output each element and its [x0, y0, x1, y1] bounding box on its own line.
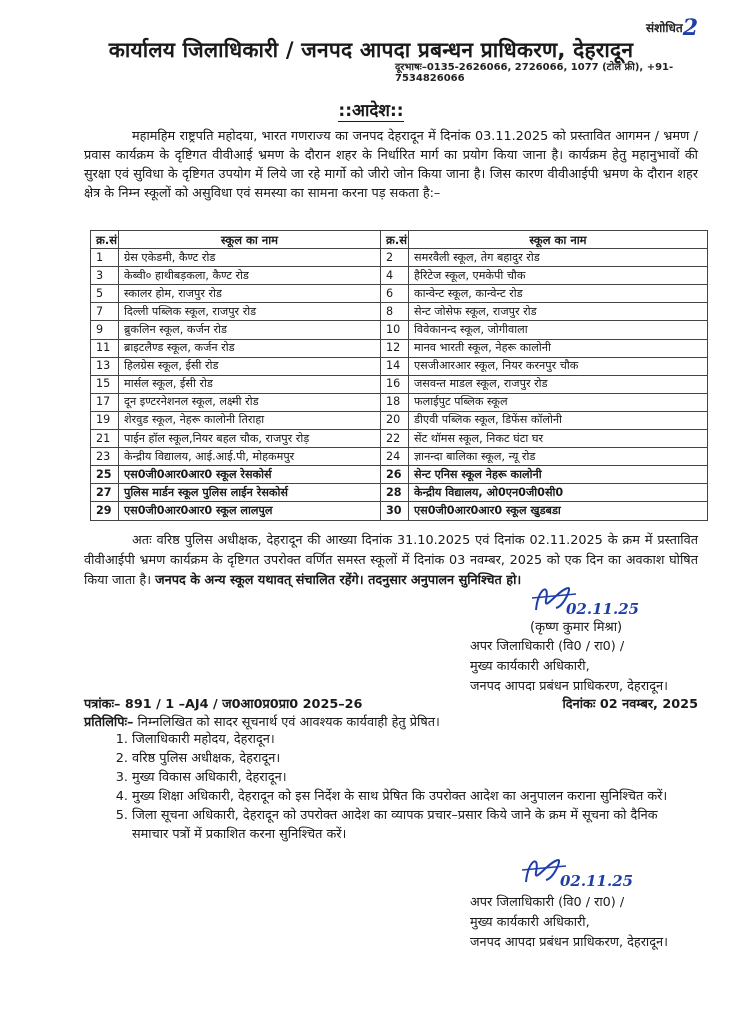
table-cell-school: हैरिटेज स्कूल, एमकेपी चौक — [409, 267, 708, 285]
letter-number: पत्रांकः– 891 / 1 –AJ4 / ज0आ0प्र0प्रा0 2025–26 — [84, 697, 363, 712]
table-cell-sn: 27 — [91, 484, 119, 502]
table-row — [91, 502, 708, 520]
table-cell-school: एस0जी0आर0आर0 स्कूल लालपुल — [119, 502, 381, 520]
table-cell-school: केन्द्रीय विद्यालय, ओ0एन0जी0सी0 — [409, 484, 708, 502]
table-header-sn: क्र.सं — [381, 231, 409, 249]
table-row — [91, 393, 708, 411]
table-cell-school: दून इण्टरनेशनल स्कूल, लक्ष्मी रोड — [119, 393, 381, 411]
copy-to — [84, 712, 698, 730]
table-row — [91, 249, 708, 267]
table-cell-school: एस0जी0आर0आर0 स्कूल रेसकोर्स — [119, 466, 381, 484]
order-title-text: ::आदेश:: — [338, 101, 404, 121]
order-paragraph-1: महामहिम राष्ट्रपति महोदया, भारत गणराज्य का जनपद देहरादून में दिनांक 03.11.2025 को प्रस्तावित आगमन / भ्रमण / प्रवास कार्यक्रम के दृष्टिगत वीवीआई भ्रमण के दौरान शहर के निर्धारित मार्ग का प्रयोग किया जाना है। कार्यक्रम हेतु महानुभावों की सुरक्षा एवं सुविधा के दृष्टिगत उपयोग में लिये जा रहे मार्गो को जीरो जोन किया जाना है। जिस कारण वीवीआईपी भ्रमण के दौरान शहर क्षेत्र के निम्न स्कूलों को असुविधा एवं समस्या का सामना करना पड़ सकता है:– — [84, 129, 698, 201]
revised-mark — [646, 12, 699, 41]
table-cell-school: जसवन्त माडल स्कूल, राजपुर रोड — [409, 375, 708, 393]
table-cell-sn: 7 — [91, 303, 119, 321]
table-cell-school: स्कालर होम, राजपुर रोड — [119, 285, 381, 303]
table-cell-school: सेन्ट जोसेफ स्कूल, राजपुर रोड — [409, 303, 708, 321]
table-row — [91, 285, 708, 303]
designation-line: जनपद आपदा प्रबंधन प्राधिकरण, देहरादून। — [470, 679, 668, 694]
table-cell-school: दिल्ली पब्लिक स्कूल, राजपुर रोड — [119, 303, 381, 321]
table-cell-school: केन्द्रीय विद्यालय, आई.आई.पी, मोहकमपुर — [119, 448, 381, 466]
list-item: 1. जिलाधिकारी महोदय, देहरादून। — [132, 730, 692, 749]
table-cell-sn: 25 — [91, 466, 119, 484]
table-cell-sn: 19 — [91, 411, 119, 429]
table-cell-sn: 1 — [91, 249, 119, 267]
table-cell-sn: 5 — [91, 285, 119, 303]
table-cell-sn: 8 — [381, 303, 409, 321]
signature-1-date: 02.11.25 — [566, 600, 640, 618]
signatory-name: (कृष्ण कुमार मिश्रा) — [530, 620, 623, 635]
list-item: 4. मुख्य शिक्षा अधिकारी, देहरादून को इस निर्देश के साथ प्रेषित कि उपरोक्त आदेश का अनुपालन कराना सुनिश्चित करें। — [132, 787, 692, 806]
designation-line: मुख्य कार्यकारी अधिकारी, — [470, 915, 590, 930]
table-row — [91, 267, 708, 285]
table-cell-school: हिलग्रेस स्कूल, ईसी रोड — [119, 357, 381, 375]
table-cell-school: ब्राइटलैण्ड स्कूल, कर्जन रोड — [119, 339, 381, 357]
table-cell-sn: 24 — [381, 448, 409, 466]
signature-2-date: 02.11.25 — [560, 872, 634, 890]
table-cell-sn: 30 — [381, 502, 409, 520]
designation-line: अपर जिलाधिकारी (वि0 / रा0) / — [470, 895, 625, 910]
table-cell-sn: 10 — [381, 321, 409, 339]
table-cell-sn: 12 — [381, 339, 409, 357]
table-cell-sn: 22 — [381, 430, 409, 448]
reference-line — [84, 694, 698, 712]
list-item: 5. जिला सूचना अधिकारी, देहरादून को उपरोक्त आदेश का व्यापक प्रचार–प्रसार किये जाने के क्रम में सूचना को दैनिक समाचार पत्रों में प्रकाशित करना सुनिश्चित करें। — [132, 806, 692, 844]
table-cell-school: डीएवी पब्लिक स्कूल, डिफेंस कॉलोनी — [409, 411, 708, 429]
table-cell-sn: 9 — [91, 321, 119, 339]
table-cell-school: सेंट थॉमस स्कूल, निकट घंटा घर — [409, 430, 708, 448]
list-item: 3. मुख्य विकास अधिकारी, देहरादून। — [132, 768, 692, 787]
table-row — [91, 339, 708, 357]
table-row — [91, 466, 708, 484]
table-header-name: स्कूल का नाम — [119, 231, 381, 249]
table-row — [91, 357, 708, 375]
table-cell-school: ब्रुकलिन स्कूल, कर्जन रोड — [119, 321, 381, 339]
table-cell-school: विवेकानन्द स्कूल, जोगीवाला — [409, 321, 708, 339]
copy-text: निम्नलिखित को सादर सूचनार्थ एवं आवश्यक कार्यवाही हेतु प्रेषित। — [137, 715, 440, 730]
designation-line: मुख्य कार्यकारी अधिकारी, — [470, 659, 590, 674]
table-row — [91, 484, 708, 502]
revised-label: संशोधित — [646, 21, 683, 35]
table-cell-sn: 3 — [91, 267, 119, 285]
office-title: कार्यालय जिलाधिकारी / जनपद आपदा प्रबन्धन प्राधिकरण, देहरादून — [108, 38, 634, 62]
table-cell-sn: 13 — [91, 357, 119, 375]
table-header-sn: क्र.सं — [91, 231, 119, 249]
table-cell-sn: 16 — [381, 375, 409, 393]
table-cell-school: पुलिस मार्डन स्कूल पुलिस लाईन रेसकोर्स — [119, 484, 381, 502]
table-cell-school: ज्ञानन्दा बालिका स्कूल, न्यू रोड — [409, 448, 708, 466]
table-cell-school: फलाईपुट पब्लिक स्कूल — [409, 393, 708, 411]
table-cell-sn: 29 — [91, 502, 119, 520]
signatory-designation-1 — [440, 637, 700, 697]
table-cell-school: एस0जी0आर0आर0 स्कूल खुडबडा — [409, 502, 708, 520]
copy-label: प्रतिलिपिः– — [84, 715, 134, 730]
table-cell-school: समरवैली स्कूल, तेग बहादुर रोड — [409, 249, 708, 267]
table-cell-school: पाईन हॉल स्कूल,नियर बहल चौक, राजपुर रोड़ — [119, 430, 381, 448]
table-cell-school: केब्वी० हाथीबड़कला, कैण्ट रोड — [119, 267, 381, 285]
table-cell-school: मानव भारती स्कूल, नेहरू कालोनी — [409, 339, 708, 357]
phone-numbers: दूरभाषः–0135-2626066, 2726066, 1077 (टोल फ्री), +91-7534826066 — [395, 62, 674, 84]
table-header-row — [91, 231, 708, 249]
table-row — [91, 411, 708, 429]
table-cell-school: कान्वेन्ट स्कूल, कान्वेन्ट रोड — [409, 285, 708, 303]
copy-list — [108, 730, 692, 844]
table-cell-school: ग्रेस एकेडमी, कैण्ट रोड — [119, 249, 381, 267]
table-cell-sn: 4 — [381, 267, 409, 285]
table-cell-school: शेरवुड स्कूल, नेहरू कालोनी तिराहा — [119, 411, 381, 429]
table-cell-sn: 26 — [381, 466, 409, 484]
designation-line: जनपद आपदा प्रबंधन प्राधिकरण, देहरादून। — [470, 935, 668, 950]
table-cell-sn: 15 — [91, 375, 119, 393]
table-cell-school: एसजीआरआर स्कूल, नियर करनपुर चौक — [409, 357, 708, 375]
table-cell-school: मार्सल स्कूल, ईसी रोड — [119, 375, 381, 393]
designation-line: अपर जिलाधिकारी (वि0 / रा0) / — [470, 639, 625, 654]
order-paragraph-2-text: अतः वरिष्ठ पुलिस अधीक्षक, देहरादून की आख्या दिनांक 31.10.2025 एवं दिनांक 02.11.2025 के क्रम में प्रस्तावित वीवीआईपी भ्रमण कार्यक्रम के दृष्टिगत उपरोक्त वर्णित समस्त स्कूलों में दिनांक 03 नवम्बर, 2025 को एक दिन का अवकाश घोषित किया जाता है। — [84, 533, 698, 588]
table-cell-sn: 23 — [91, 448, 119, 466]
order-paragraph-2-bold: जनपद के अन्य स्कूल यथावत् संचालित रहेंगे। तदनुसार अनुपालन सुनिश्चित हो। — [155, 573, 522, 588]
table-cell-school: सेन्ट एनिस स्कूल नेहरू कालोनी — [409, 466, 708, 484]
table-cell-sn: 28 — [381, 484, 409, 502]
table-cell-sn: 6 — [381, 285, 409, 303]
table-cell-sn: 21 — [91, 430, 119, 448]
order-title — [0, 98, 742, 121]
table-header-name: स्कूल का नाम — [409, 231, 708, 249]
table-cell-sn: 20 — [381, 411, 409, 429]
table-cell-sn: 11 — [91, 339, 119, 357]
table-row — [91, 375, 708, 393]
table-cell-sn: 14 — [381, 357, 409, 375]
revised-number: 2 — [682, 15, 699, 41]
table-cell-sn: 17 — [91, 393, 119, 411]
signatory-designation-2 — [440, 893, 700, 953]
table-cell-sn: 18 — [381, 393, 409, 411]
table-row — [91, 321, 708, 339]
table-row — [91, 448, 708, 466]
schools-table — [90, 230, 708, 521]
table-cell-sn: 2 — [381, 249, 409, 267]
table-row — [91, 430, 708, 448]
letter-date: दिनांकः 02 नवम्बर, 2025 — [562, 697, 698, 712]
table-row — [91, 303, 708, 321]
list-item: 2. वरिष्ठ पुलिस अधीक्षक, देहरादून। — [132, 749, 692, 768]
